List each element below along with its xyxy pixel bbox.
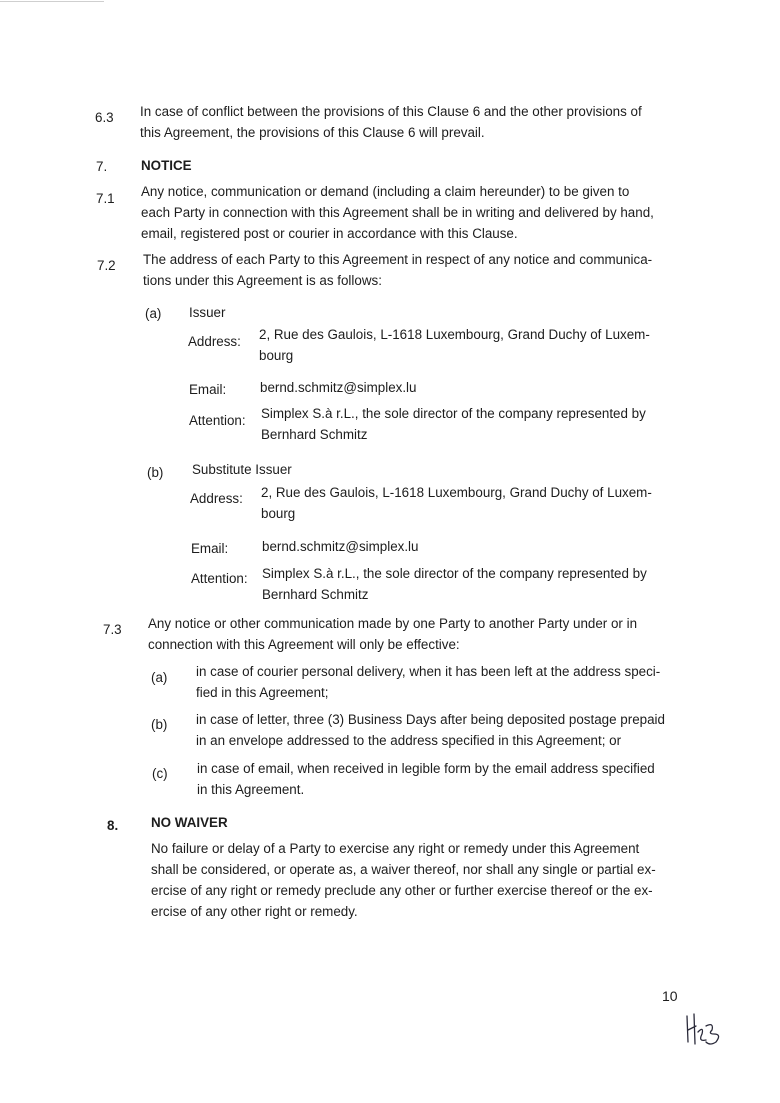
issuer-attention: Simplex S.à r.L., the sole director of the company represented by Bernhard Schmitz (261, 406, 646, 442)
substitute-title: Substitute Issuer (192, 462, 292, 477)
page-number: 10 (662, 988, 678, 1004)
substitute-attention-label: Attention: (191, 571, 248, 586)
clause-7-1-number: 7.1 (96, 191, 115, 206)
section-8-title: NO WAIVER (151, 815, 228, 830)
substitute-address-label: Address: (190, 491, 243, 506)
clause-7-3-a-letter: (a) (151, 670, 168, 685)
clause-7-3-c-letter: (c) (152, 766, 168, 781)
issuer-letter: (a) (145, 306, 162, 321)
section-7-number: 7. (96, 159, 108, 174)
substitute-attention: Simplex S.à r.L., the sole director of the company represented by Bernhard Schmitz (262, 566, 647, 602)
section-8-text: No failure or delay of a Party to exercise any right or remedy under this Agreement shall be considered, or operate as, a waiver thereof, nor shall any single or partial ex- ercise of any right or remedy preclude any other or further exercise thereof or the ex- ercise of any other right or remedy. (151, 841, 656, 919)
scan-edge-line (0, 1, 104, 2)
substitute-email: bernd.schmitz@simplex.lu (262, 539, 419, 554)
substitute-letter: (b) (147, 465, 164, 480)
substitute-address: 2, Rue des Gaulois, L-1618 Luxembourg, Grand Duchy of Luxem- bourg (261, 485, 652, 521)
issuer-title: Issuer (189, 305, 226, 320)
issuer-address-label: Address: (188, 334, 241, 349)
clause-7-1-text: Any notice, communication or demand (including a claim hereunder) to be given to each Party in connection with this Agreement shall be in writing and delivered by hand, email, registered post or courier in accordance with this Clause. (141, 184, 654, 241)
issuer-email-label: Email: (189, 382, 227, 397)
section-7-title: NOTICE (141, 158, 192, 173)
clause-7-3-b-letter: (b) (151, 717, 168, 732)
substitute-email-label: Email: (191, 541, 229, 556)
clause-6-3-number: 6.3 (95, 110, 114, 125)
issuer-address: 2, Rue des Gaulois, L-1618 Luxembourg, Grand Duchy of Luxem- bourg (259, 327, 650, 363)
clause-7-3-b-text: in case of letter, three (3) Business Days after being deposited postage prepaid in an envelope addressed to the address specified in this Agreement; or (196, 712, 665, 748)
issuer-attention-label: Attention: (189, 413, 246, 428)
issuer-email: bernd.schmitz@simplex.lu (260, 380, 417, 395)
clause-7-3-text: Any notice or other communication made by one Party to another Party under or in connection with this Agreement will only be effective: (148, 616, 638, 652)
clause-7-3-a-text: in case of courier personal delivery, when it has been left at the address speci- fied in this Agreement; (196, 664, 661, 700)
section-8-number: 8. (107, 818, 119, 833)
handwritten-initials (684, 1012, 726, 1046)
clause-7-3-c-text: in case of email, when received in legible form by the email address specified in this Agreement. (197, 761, 655, 797)
clause-7-2-text: The address of each Party to this Agreement in respect of any notice and communica- tions under this Agreement is as follows: (143, 252, 653, 288)
clause-6-3-text: In case of conflict between the provisions of this Clause 6 and the other provisions of this Agreement, the provisions of this Clause 6 will prevail. (140, 104, 642, 140)
clause-7-3-number: 7.3 (103, 622, 122, 637)
clause-7-2-number: 7.2 (97, 258, 116, 273)
